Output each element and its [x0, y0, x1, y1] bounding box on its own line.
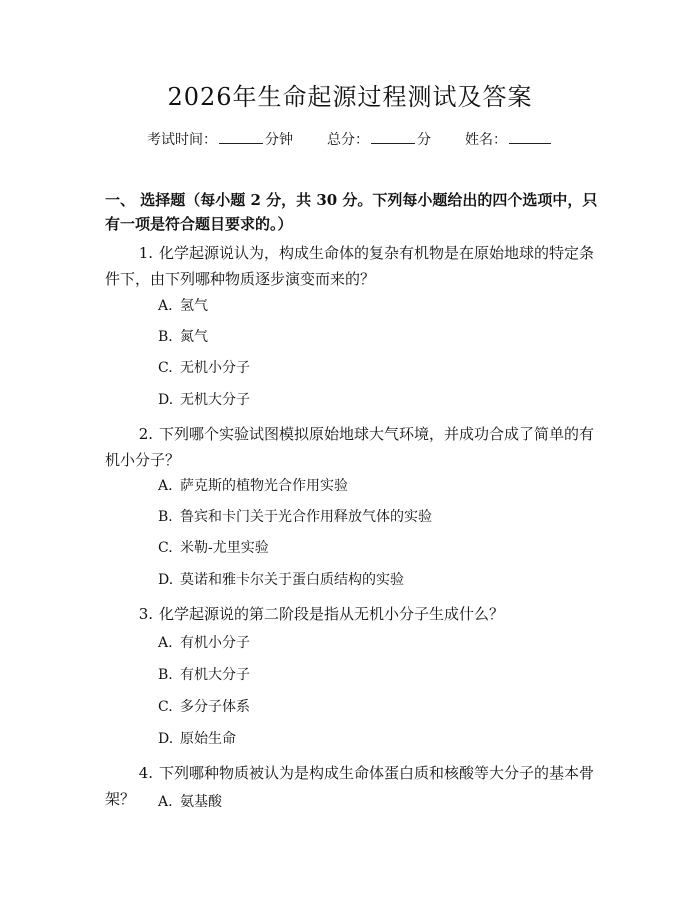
question-text: 化学起源说的第二阶段是指从无机小分子生成什么？ [159, 605, 505, 623]
option-text: 米勒-尤里实验 [180, 540, 269, 556]
question-1-option-d [158, 390, 250, 410]
question-3 [105, 601, 605, 627]
option-text: 氢气 [180, 298, 208, 314]
question-text: 下列哪个实验试图模拟原始地球大气环境，并成功合成了简单的有机小分子？ [105, 425, 595, 469]
student-name-field [465, 129, 553, 150]
option-text: 多分子体系 [180, 699, 250, 715]
question-number: 1. [138, 244, 153, 262]
option-letter: A. [158, 478, 173, 494]
option-text: 有机小分子 [180, 635, 250, 651]
option-text: 无机大分子 [180, 392, 250, 408]
question-3-option-c [158, 697, 250, 717]
student-name-blank [509, 129, 551, 144]
option-text: 氮气 [180, 329, 208, 345]
total-score-blank [371, 129, 415, 144]
option-text: 无机小分子 [180, 360, 250, 376]
question-2-option-c [158, 538, 269, 558]
option-text: 氨基酸 [180, 794, 222, 810]
question-1-option-c [158, 358, 250, 378]
option-letter: C. [158, 360, 173, 376]
question-1-option-b [158, 327, 208, 347]
question-2 [105, 421, 605, 473]
option-letter: C. [158, 699, 173, 715]
option-text: 莫诺和雅卡尔关于蛋白质结构的实验 [180, 572, 404, 588]
question-2-option-b [158, 507, 432, 527]
question-text: 下列哪种物质被认为是构成生命体蛋白质和核酸等大分子的基本骨架？ [105, 764, 595, 808]
option-text: 原始生命 [180, 731, 236, 747]
exam-time-unit: 分钟 [265, 132, 293, 148]
option-letter: D. [158, 731, 174, 747]
exam-time-field [147, 129, 293, 150]
question-3-option-b [158, 665, 250, 685]
option-text: 萨克斯的植物光合作用实验 [180, 478, 348, 494]
option-letter: C. [158, 540, 173, 556]
option-text: 有机大分子 [180, 667, 250, 683]
question-number: 2. [138, 425, 153, 443]
question-3-option-d [158, 729, 236, 749]
total-score-label: 总分： [327, 132, 369, 148]
question-number: 3. [138, 605, 153, 623]
section-heading: 一、 选择题（每小题 2 分，共 30 分。下列每小题给出的四个选项中，只有一项是符合题目要求的。） [105, 191, 598, 233]
option-letter: B. [158, 509, 173, 525]
option-text: 鲁宾和卡门关于光合作用释放气体的实验 [180, 509, 432, 525]
question-number: 4. [138, 764, 153, 782]
exam-time-label: 考试时间： [147, 132, 217, 148]
question-4-option-a [158, 792, 222, 812]
page-title: 2026年生命起源过程测试及答案 [167, 83, 533, 111]
option-letter: A. [158, 635, 173, 651]
option-letter: B. [158, 329, 173, 345]
student-name-label: 姓名： [465, 132, 507, 148]
exam-time-blank [219, 129, 263, 144]
question-text: 化学起源说认为，构成生命体的复杂有机物是在原始地球的特定条件下，由下列哪种物质逐步演变而来的？ [105, 244, 595, 288]
option-letter: B. [158, 667, 173, 683]
exam-info-line [0, 129, 700, 150]
option-letter: D. [158, 392, 174, 408]
option-letter: D. [158, 572, 174, 588]
question-3-option-a [158, 633, 250, 653]
total-score-field [327, 129, 431, 150]
option-letter: A. [158, 794, 173, 810]
option-letter: A. [158, 298, 173, 314]
question-2-option-a [158, 476, 348, 496]
question-1 [105, 240, 605, 292]
question-1-option-a [158, 296, 208, 316]
total-score-unit: 分 [417, 132, 431, 148]
question-2-option-d [158, 570, 404, 590]
